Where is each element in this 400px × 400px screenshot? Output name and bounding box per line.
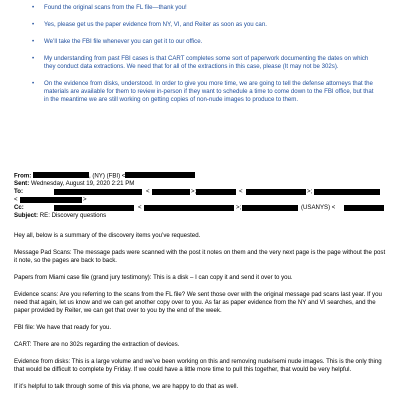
- redaction-box: [314, 189, 380, 195]
- bullet-item: • Found the original scans from the FL file—thank you!: [32, 4, 187, 11]
- redaction-box: [125, 172, 195, 178]
- bullet-dot-icon: •: [32, 80, 35, 87]
- cc-line: Cc: < >; (USANYS) <: [14, 204, 389, 212]
- redaction-box: [152, 189, 190, 195]
- body-paragraph: Papers from Miami case file (grand jury testimony): This is a disk – I can copy it and send it over to you.: [14, 274, 293, 281]
- body-paragraph: Evidence from disks: This is a large volume and we’ve been working on this and removing nude/semi nude images. This is the only thing that would be difficult to complete by Friday. If we could have a little more time to pull this together, that would be very helpful.: [14, 358, 382, 373]
- body-paragraph: Message Pad Scans: The message pads were scanned with the post it notes on them and the very next page is the page without the post it note, so the pages are back to back.: [14, 249, 386, 264]
- reply-bullet-list: [32, 4, 377, 113]
- bullet-dot-icon: •: [32, 55, 35, 62]
- bullet-item: • My understanding from past FBI cases is that CART completes some sort of paperwork documenting the dates on which they conduct data extractions. We need that for all of the extractions in this case, please (It may not be 302s).: [32, 55, 369, 70]
- to-line: To: < >; < >;: [14, 188, 389, 196]
- bullet-dot-icon: •: [32, 38, 35, 45]
- body-paragraph: CART: There are no 302s regarding the extraction of devices.: [14, 341, 180, 348]
- subject-line: Subject: RE: Discovery questions: [14, 212, 107, 219]
- redaction-box: [33, 172, 89, 178]
- redaction-box: [20, 197, 82, 203]
- body-paragraph: If it’s helpful to talk through some of this via phone, we are happy to do that as well.: [14, 383, 239, 390]
- redaction-box: [344, 205, 384, 211]
- bullet-dot-icon: •: [32, 21, 35, 28]
- redaction-box: [242, 205, 298, 211]
- bullet-item: • On the evidence from disks, understood. In order to give you more time, we are going to tell the defense attorneys that the materials are available for them to review in-person if they want to schedule a time to come down to the FBI office, but that in the meantime we are still working on getting copies of non-nude images to produce to them.: [32, 80, 374, 103]
- redaction-box: [144, 205, 234, 211]
- redaction-box: [196, 189, 236, 195]
- bullet-item: • Yes, please get us the paper evidence from NY, VI, and Reiter as soon as you can.: [32, 21, 267, 28]
- email-body: [14, 232, 389, 400]
- to-line-continued: < >: [14, 196, 87, 203]
- email-header: [14, 172, 389, 220]
- redaction-box: [54, 189, 142, 195]
- body-paragraph: Evidence scans: Are you referring to the scans from the FL file? We sent those over with the original message pad scans last year. If you need that again, let us know and we can get another copy over to you. As far as paper evidence from the NY and VI searches, and the paper provided by Reiter, we can get that over to you by the end of the week.: [14, 291, 382, 314]
- redaction-box: [246, 189, 306, 195]
- body-paragraph: FBI file: We have that ready for you.: [14, 324, 112, 331]
- redaction-box: [54, 205, 134, 211]
- from-line: From: , (NY) (FBI) <: [14, 172, 389, 180]
- body-paragraph: Hey all, below is a summary of the discovery items you’ve requested.: [14, 232, 201, 239]
- sent-line: Sent: Wednesday, August 19, 2020 2:21 PM: [14, 180, 135, 187]
- bullet-item: • We’ll take the FBI file whenever you can get it to our office.: [32, 38, 203, 45]
- bullet-dot-icon: •: [32, 4, 35, 11]
